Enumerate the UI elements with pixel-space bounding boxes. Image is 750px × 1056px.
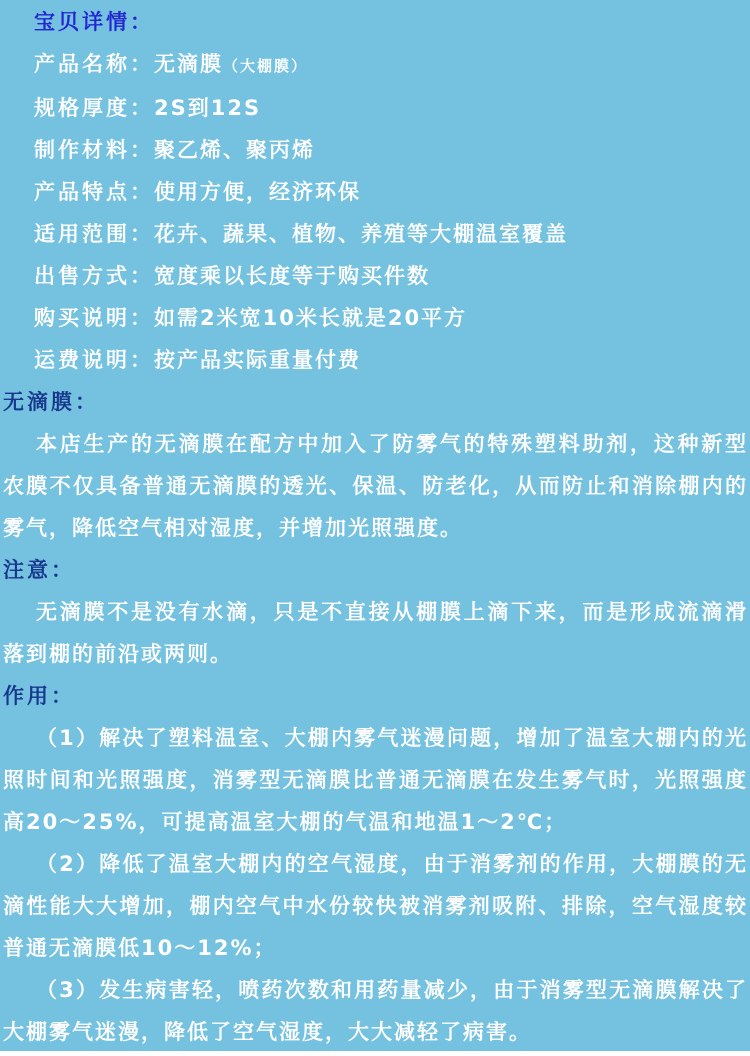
- section-paragraph: 本店生产的无滴膜在配方中加入了防雾气的特殊塑料助剂，这种新型农膜不仅具备普通无滴膜的透光、保温、防老化，从而防止和消除棚内的雾气，降低空气相对湿度，并增加光照强度。: [3, 432, 748, 540]
- section-paragraph-3: （3）发生病害轻，喷药次数和用药量减少，由于消雾型无滴膜解决了大棚雾气迷漫，降低了空气湿度，大大减轻了病害。: [3, 978, 748, 1044]
- section-heading: 注意：: [3, 558, 75, 582]
- detail-label: 适用范围：: [34, 222, 154, 246]
- detail-row-sale-method: [34, 255, 750, 297]
- detail-label: 出售方式：: [34, 264, 154, 288]
- detail-value: 按产品实际重量付费: [154, 348, 361, 372]
- detail-value: 花卉、蔬果、植物、养殖等大棚温室覆盖: [154, 222, 568, 246]
- detail-label: 规格厚度：: [34, 96, 154, 120]
- section-paragraph-1: （1）解决了塑料温室、大棚内雾气迷漫问题，增加了温室大棚内的光照时间和光照强度，消雾型无滴膜比普通无滴膜在发生雾气时，光照强度高20～25%，可提高温室大棚的气温和地温1～2℃；: [3, 726, 748, 834]
- section-heading: 无滴膜：: [3, 390, 99, 414]
- section-paragraph: 无滴膜不是没有水滴，只是不直接从棚膜上滴下来，而是形成流滴滑落到棚的前沿或两则。: [3, 600, 748, 666]
- detail-label: 运费说明：: [34, 348, 154, 372]
- detail-value: 宽度乘以长度等于购买件数: [154, 264, 430, 288]
- section-notice: [0, 549, 750, 675]
- detail-value: 如需2米宽10米长就是20平方: [154, 306, 468, 330]
- page-title: 宝贝详情：: [34, 10, 154, 34]
- detail-row-purchase-note: [34, 297, 750, 339]
- detail-value: 使用方便，经济环保: [154, 180, 361, 204]
- detail-label: 产品名称：: [34, 52, 154, 76]
- detail-row-spec-thickness: [34, 87, 750, 129]
- detail-row-features: [34, 171, 750, 213]
- section-paragraph-2: （2）降低了温室大棚内的空气湿度，由于消雾剂的作用，大棚膜的无滴性能大大增加，棚内空气中水份较快被消雾剂吸附、排除，空气湿度较普通无滴膜低10～12%；: [3, 852, 748, 960]
- section-functions: [0, 675, 750, 1053]
- detail-value: 无滴膜: [154, 52, 223, 76]
- detail-label: 购买说明：: [34, 306, 154, 330]
- bottom-white-strip: [0, 1051, 750, 1056]
- product-details-block: [34, 1, 750, 381]
- detail-row-application-range: [34, 213, 750, 255]
- detail-row-material: [34, 129, 750, 171]
- detail-label: 制作材料：: [34, 138, 154, 162]
- section-heading: 作用：: [3, 684, 75, 708]
- detail-label: 产品特点：: [34, 180, 154, 204]
- detail-value-note: （大棚膜）: [223, 57, 309, 75]
- detail-row-shipping-note: [34, 339, 750, 381]
- section-wudimo: [0, 381, 750, 549]
- detail-value: 聚乙烯、聚丙烯: [154, 138, 315, 162]
- detail-row-product-name: [34, 43, 750, 87]
- detail-value: 2S到12S: [154, 96, 262, 120]
